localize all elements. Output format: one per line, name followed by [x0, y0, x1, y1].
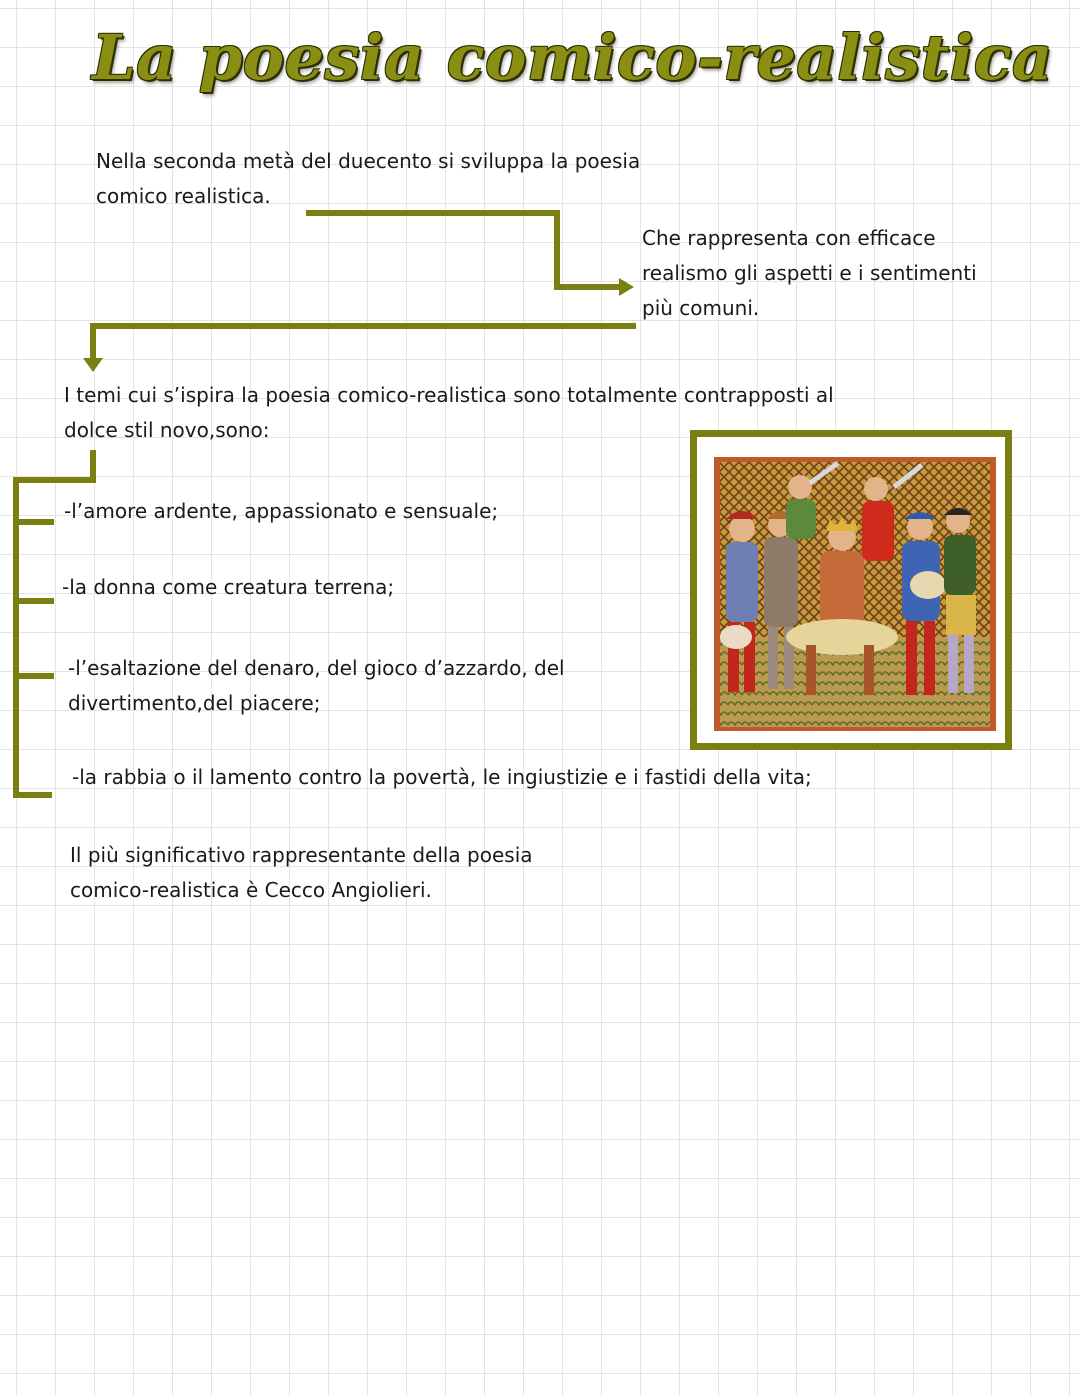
medieval-musicians-illustration: [714, 457, 996, 731]
theme-item-2: -la donna come creatura terrena;: [62, 575, 395, 599]
definition-line-1: Che rappresenta con efficace: [642, 226, 936, 250]
connector-definition-to-themes: [93, 326, 636, 362]
theme-item-1: -l’amore ardente, appassionato e sensuale;: [64, 499, 499, 523]
theme-item-3-line-2: divertimento,del piacere;: [68, 691, 321, 715]
themes-intro-line-1: I temi cui s’ispira la poesia comico-realistica sono totalmente contrapposti al: [64, 383, 834, 407]
theme-item-3-line-1: -l’esaltazione del denaro, del gioco d’azzardo, del: [68, 656, 565, 680]
conclusion-line-2: comico-realistica è Cecco Angiolieri.: [70, 878, 432, 902]
page-title: La poesia comico-realistica: [92, 21, 1053, 94]
theme-item-4: -la rabbia o il lamento contro la povertà, le ingiustizie e i fastidi della vita;: [72, 765, 812, 789]
definition-line-3: più comuni.: [642, 296, 760, 320]
themes-intro-line-2: dolce stil novo,sono:: [64, 418, 270, 442]
arrowhead-down: [83, 358, 103, 372]
connector-themes-bracket: [16, 450, 93, 795]
arrowhead-right: [619, 278, 634, 296]
definition-line-2: realismo gli aspetti e i sentimenti: [642, 261, 977, 285]
image-frame: [690, 430, 1012, 750]
conclusion-line-1: Il più significativo rappresentante della poesia: [70, 843, 533, 867]
connector-intro-to-definition: [306, 213, 622, 287]
intro-line-2: comico realistica.: [96, 184, 271, 208]
intro-line-1: Nella seconda metà del duecento si sviluppa la poesia: [96, 149, 641, 173]
